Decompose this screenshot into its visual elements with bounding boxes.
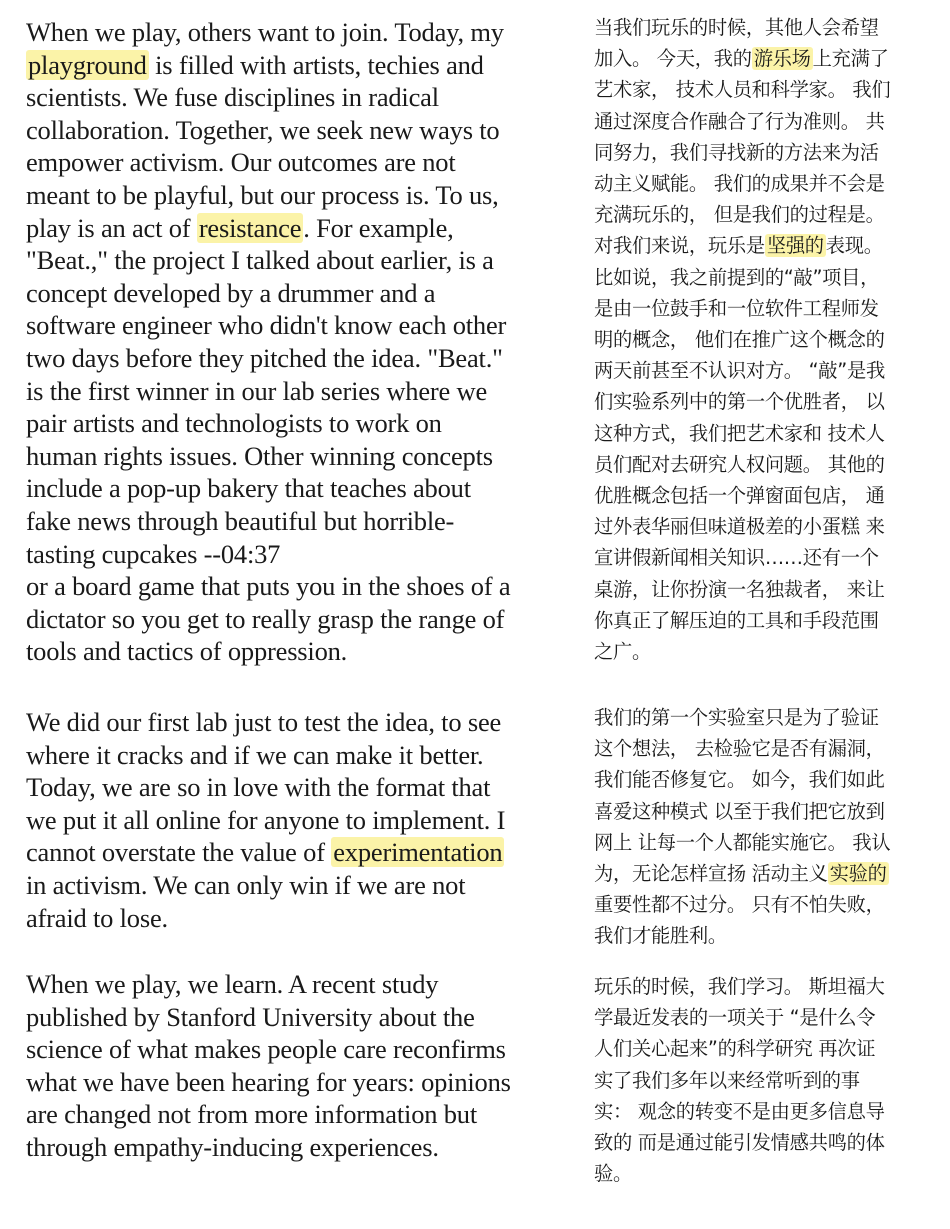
text-segment: is the first winner in our lab series where we	[26, 375, 488, 406]
text-segment: concept developed by a drummer and a	[26, 277, 436, 308]
text-segment: two days before they pitched the idea. "Beat."	[26, 342, 503, 373]
text-segment: 艺术家， 技术人员和科学家。 我们	[594, 78, 891, 102]
text-line	[594, 605, 934, 636]
text-segment: "Beat.," the project I talked about earlier, is a	[26, 245, 494, 276]
highlighted-term: experimentation	[333, 837, 503, 868]
text-segment: software engineer who didn't know each other	[26, 310, 507, 341]
text-line	[26, 804, 566, 837]
text-segment: 通过深度合作融合了行为准则。 共	[594, 109, 885, 133]
text-segment: meant to be playful, but our process is. To us,	[26, 179, 499, 210]
text-segment: 员们配对去研究人权问题。 其他的	[594, 452, 885, 476]
text-line	[594, 1002, 934, 1033]
text-line	[594, 449, 934, 480]
text-line	[26, 1066, 566, 1099]
text-line	[26, 538, 566, 571]
text-line	[594, 355, 934, 386]
text-segment: 学最近发表的一项关于 “是什么令	[594, 1006, 876, 1030]
text-segment: 之广。	[594, 640, 651, 664]
text-line	[594, 74, 934, 105]
text-segment: human rights issues. Other winning concepts	[26, 440, 493, 471]
text-segment: 两天前甚至不认识对方。 “敲”是我	[594, 359, 885, 383]
text-segment: play is an act of	[26, 212, 197, 243]
text-line	[594, 1127, 934, 1158]
text-line	[26, 407, 566, 440]
text-line	[594, 106, 934, 137]
text-segment: 我们才能胜利。	[594, 924, 727, 948]
text-segment: is filled with artists, techies and	[148, 49, 484, 80]
text-line	[26, 771, 566, 804]
text-line	[594, 971, 934, 1002]
text-segment: dictator so you get to really grasp the range of	[26, 603, 505, 634]
text-segment: collaboration. Together, we seek new ways to	[26, 114, 500, 145]
text-segment: 实了我们多年以来经常听到的事	[594, 1068, 860, 1092]
text-line	[26, 1033, 566, 1066]
text-segment: 充满玩乐的， 但是我们的过程是。	[594, 203, 885, 227]
chinese-paragraph-3	[594, 971, 934, 1189]
text-line	[26, 146, 566, 179]
text-line	[26, 603, 566, 636]
text-segment: 表现。	[825, 234, 883, 258]
text-segment: science of what makes people care reconfirms	[26, 1034, 506, 1065]
text-segment: cannot overstate the value of	[26, 837, 332, 868]
text-segment: When we play, others want to join. Today, my	[26, 17, 504, 47]
text-segment: 这种方式，我们把艺术家和 技术人	[594, 421, 885, 445]
text-segment: where it cracks and if we can make it better.	[26, 739, 484, 770]
text-line	[594, 137, 934, 168]
text-line	[594, 574, 934, 605]
text-line	[594, 733, 934, 764]
text-line	[594, 293, 934, 324]
text-segment: through empathy-inducing experiences.	[26, 1131, 439, 1162]
text-segment: Today, we are so in love with the format that	[26, 772, 491, 803]
text-segment: 验。	[594, 1162, 632, 1186]
text-segment: 实： 观念的转变不是由更多信息导	[594, 1099, 885, 1123]
text-line	[26, 16, 566, 49]
text-line	[26, 440, 566, 473]
text-segment: 重要性都不过分。 只有不怕失败，	[594, 893, 885, 917]
text-line	[26, 472, 566, 505]
text-segment: scientists. We fuse disciplines in radical	[26, 82, 439, 113]
text-segment: 同努力，我们寻找新的方法来为活	[594, 140, 879, 164]
text-line	[26, 570, 566, 603]
text-segment: afraid to lose.	[26, 902, 168, 933]
text-line	[594, 43, 934, 74]
text-line	[594, 418, 934, 449]
highlighted-term: 游乐场	[753, 47, 811, 71]
text-line	[594, 386, 934, 417]
text-segment: 宣讲假新闻相关知识……还有一个	[594, 546, 879, 570]
text-line	[594, 858, 934, 889]
text-segment: 喜爱这种模式 以至于我们把它放到	[594, 799, 885, 823]
text-segment: tasting cupcakes --04:37	[26, 538, 281, 569]
text-segment: what we have been hearing for years: opinions	[26, 1066, 511, 1097]
text-line	[26, 1098, 566, 1131]
text-segment: published by Stanford University about the	[26, 1001, 475, 1032]
text-line	[26, 375, 566, 408]
text-line	[594, 796, 934, 827]
text-line	[26, 869, 566, 902]
text-line	[594, 764, 934, 795]
text-segment: 我们的第一个实验室只是为了验证	[594, 706, 879, 729]
text-segment: pair artists and technologists to work on	[26, 408, 442, 439]
text-line	[594, 889, 934, 920]
text-segment: 对我们来说，玩乐是	[594, 234, 765, 258]
text-segment: When we play, we learn. A recent study	[26, 969, 439, 999]
highlighted-term: resistance	[198, 212, 302, 243]
text-line	[594, 1096, 934, 1127]
text-segment: 优胜概念包括一个弹窗面包店， 通	[594, 484, 885, 508]
english-paragraph-2	[26, 706, 566, 934]
text-line	[594, 827, 934, 858]
chinese-paragraph-2	[594, 702, 934, 952]
text-segment: include a pop-up bakery that teaches about	[26, 473, 471, 504]
text-segment: 过外表华丽但味道极差的小蛋糕 来	[594, 515, 885, 539]
text-segment: 是由一位鼓手和一位软件工程师发	[594, 296, 879, 320]
text-segment: 我们能否修复它。 如今，我们如此	[594, 768, 885, 792]
text-segment: We did our first lab just to test the idea, to see	[26, 707, 502, 737]
text-line	[26, 902, 566, 935]
text-line	[26, 179, 566, 212]
text-segment: or a board game that puts you in the shoes of a	[26, 571, 511, 602]
text-segment: 动主义赋能。 我们的成果并不会是	[594, 172, 885, 196]
text-line	[594, 636, 934, 667]
text-segment: 人们关心起来”的科学研究 再次证	[594, 1037, 876, 1061]
chinese-paragraph-1	[594, 12, 934, 667]
text-line	[594, 920, 934, 951]
text-segment: 比如说，我之前提到的“敲”项目，	[594, 265, 880, 289]
text-line	[26, 635, 566, 668]
text-segment: 你真正了解压迫的工具和手段范围	[594, 608, 879, 632]
text-line	[594, 199, 934, 230]
highlighted-term: playground	[28, 49, 147, 80]
text-line	[26, 212, 566, 245]
text-line	[594, 480, 934, 511]
text-segment: 这个想法， 去检验它是否有漏洞，	[594, 737, 885, 761]
text-segment: 桌游，让你扮演一名独裁者， 来让	[594, 577, 885, 601]
text-line	[594, 511, 934, 542]
text-segment: 为，无论怎样宣扬 活动主义	[594, 862, 828, 886]
text-segment: fake news through beautiful but horrible-	[26, 505, 455, 536]
text-segment: in activism. We can only win if we are not	[26, 869, 466, 900]
text-line	[26, 505, 566, 538]
text-line	[594, 1065, 934, 1096]
text-segment: 加入。 今天，我的	[594, 47, 752, 71]
english-paragraph-3	[26, 968, 566, 1164]
highlighted-term: 坚强的	[766, 234, 824, 258]
text-segment: 上充满了	[812, 47, 889, 71]
text-line	[594, 1158, 934, 1189]
text-line	[26, 277, 566, 310]
text-segment: 们实验系列中的第一个优胜者， 以	[594, 390, 885, 414]
text-line	[26, 836, 566, 869]
text-line	[26, 342, 566, 375]
text-line	[26, 309, 566, 342]
text-segment: tools and tactics of oppression.	[26, 636, 348, 667]
text-line	[26, 114, 566, 147]
text-line	[26, 739, 566, 772]
text-line	[26, 49, 566, 82]
text-line	[594, 168, 934, 199]
text-line	[26, 706, 566, 739]
text-segment: 致的 而是通过能引发情感共鸣的体	[594, 1131, 885, 1155]
text-line	[26, 1001, 566, 1034]
text-segment: 当我们玩乐的时候，其他人会希望	[594, 16, 879, 39]
text-segment: . For example,	[303, 212, 454, 243]
text-line	[594, 262, 934, 293]
text-segment: 网上 让每一个人都能实施它。 我认	[594, 830, 891, 854]
text-line	[26, 968, 566, 1001]
text-line	[594, 12, 934, 43]
text-segment: are changed not from more information but	[26, 1099, 477, 1130]
text-line	[26, 1131, 566, 1164]
text-segment: 明的概念， 他们在推广这个概念的	[594, 328, 885, 352]
text-line	[26, 81, 566, 114]
text-line	[594, 702, 934, 733]
text-segment: we put it all online for anyone to implement. I	[26, 804, 506, 835]
text-line	[594, 324, 934, 355]
text-segment: 玩乐的时候，我们学习。 斯坦福大	[594, 975, 885, 998]
highlighted-term: 实验的	[829, 862, 887, 886]
text-line	[594, 1033, 934, 1064]
text-line	[594, 230, 934, 261]
text-segment: empower activism. Our outcomes are not	[26, 147, 456, 178]
text-line	[26, 244, 566, 277]
text-line	[594, 542, 934, 573]
english-paragraph-1	[26, 16, 566, 668]
